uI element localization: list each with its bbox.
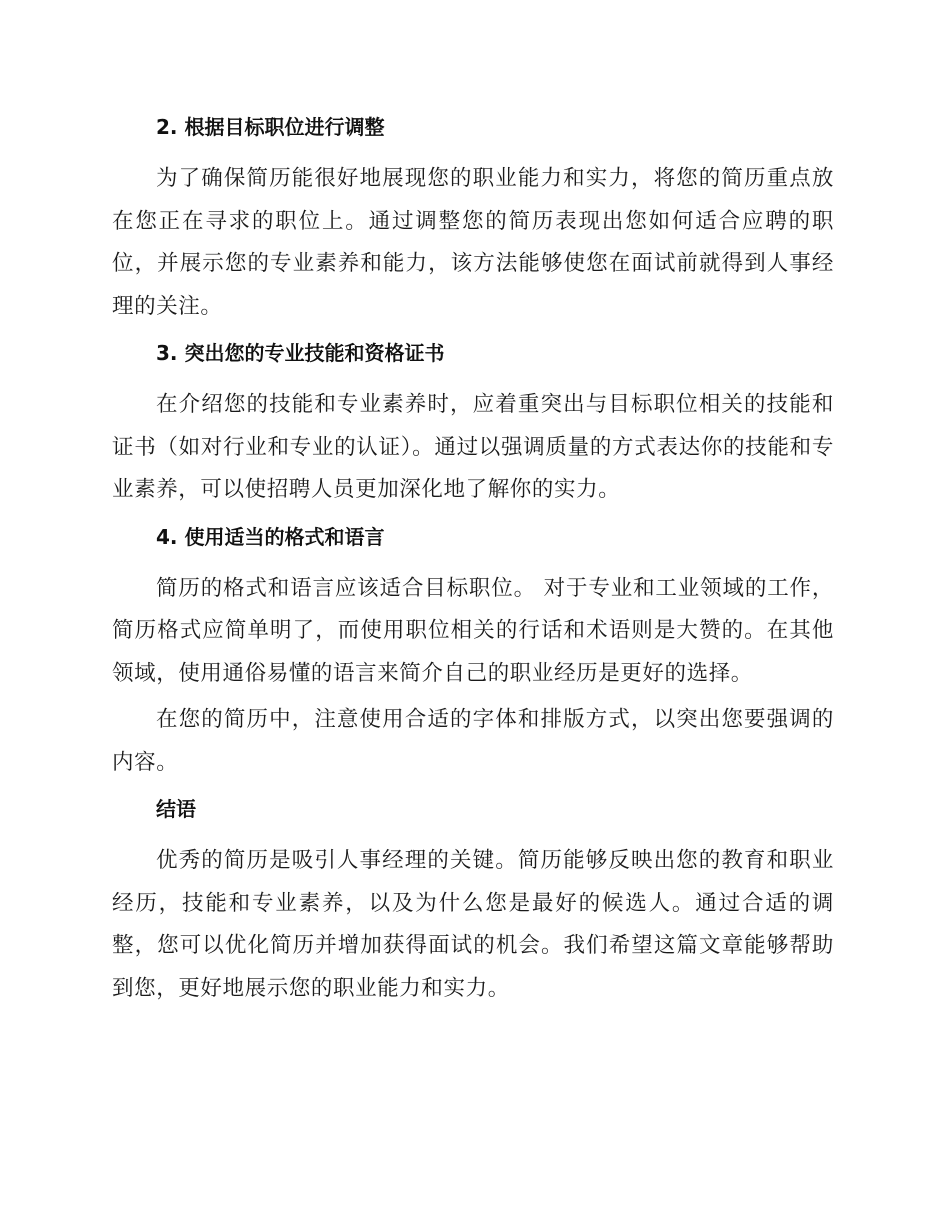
section-adjust-to-target [112,110,834,328]
section-format-and-language [112,520,834,785]
section-heading: 2. 根据目标职位进行调整 [156,115,385,139]
section-highlight-skills [112,336,834,512]
paragraph: 简历的格式和语言应该适合目标职位。 对于专业和工业领域的工作，简历格式应简单明了，而使用职位相关的行话和术语则是大赞的。在其他领域，使用通俗易懂的语言来简介自己的职业经历是更好的选择。 [112,575,834,686]
paragraph: 为了确保简历能很好地展现您的职业能力和实力，将您的简历重点放在您正在寻求的职位上。通过调整您的简历表现出您如何适合应聘的职位，并展示您的专业素养和能力，该方法能够使您在面试前就得到人事经理的关注。 [112,166,834,319]
paragraph: 优秀的简历是吸引人事经理的关键。简历能够反映出您的教育和职业经历，技能和专业素养，以及为什么您是最好的候选人。通过合适的调整，您可以优化简历并增加获得面试的机会。我们希望这篇文章能够帮助到您，更好地展示您的职业能力和实力。 [112,848,834,1001]
section-heading: 3. 突出您的专业技能和资格证书 [156,341,445,365]
section-conclusion [112,792,834,1010]
section-heading: 结语 [156,797,196,821]
document-body [112,110,834,1010]
paragraph: 在介绍您的技能和专业素养时，应着重突出与目标职位相关的技能和证书（如对行业和专业的认证）。通过以强调质量的方式表达你的技能和专业素养，可以使招聘人员更加深化地了解你的实力。 [112,392,834,502]
paragraph: 在您的简历中，注意使用合适的字体和排版方式，以突出您要强调的内容。 [112,707,834,775]
section-heading: 4. 使用适当的格式和语言 [156,524,385,549]
